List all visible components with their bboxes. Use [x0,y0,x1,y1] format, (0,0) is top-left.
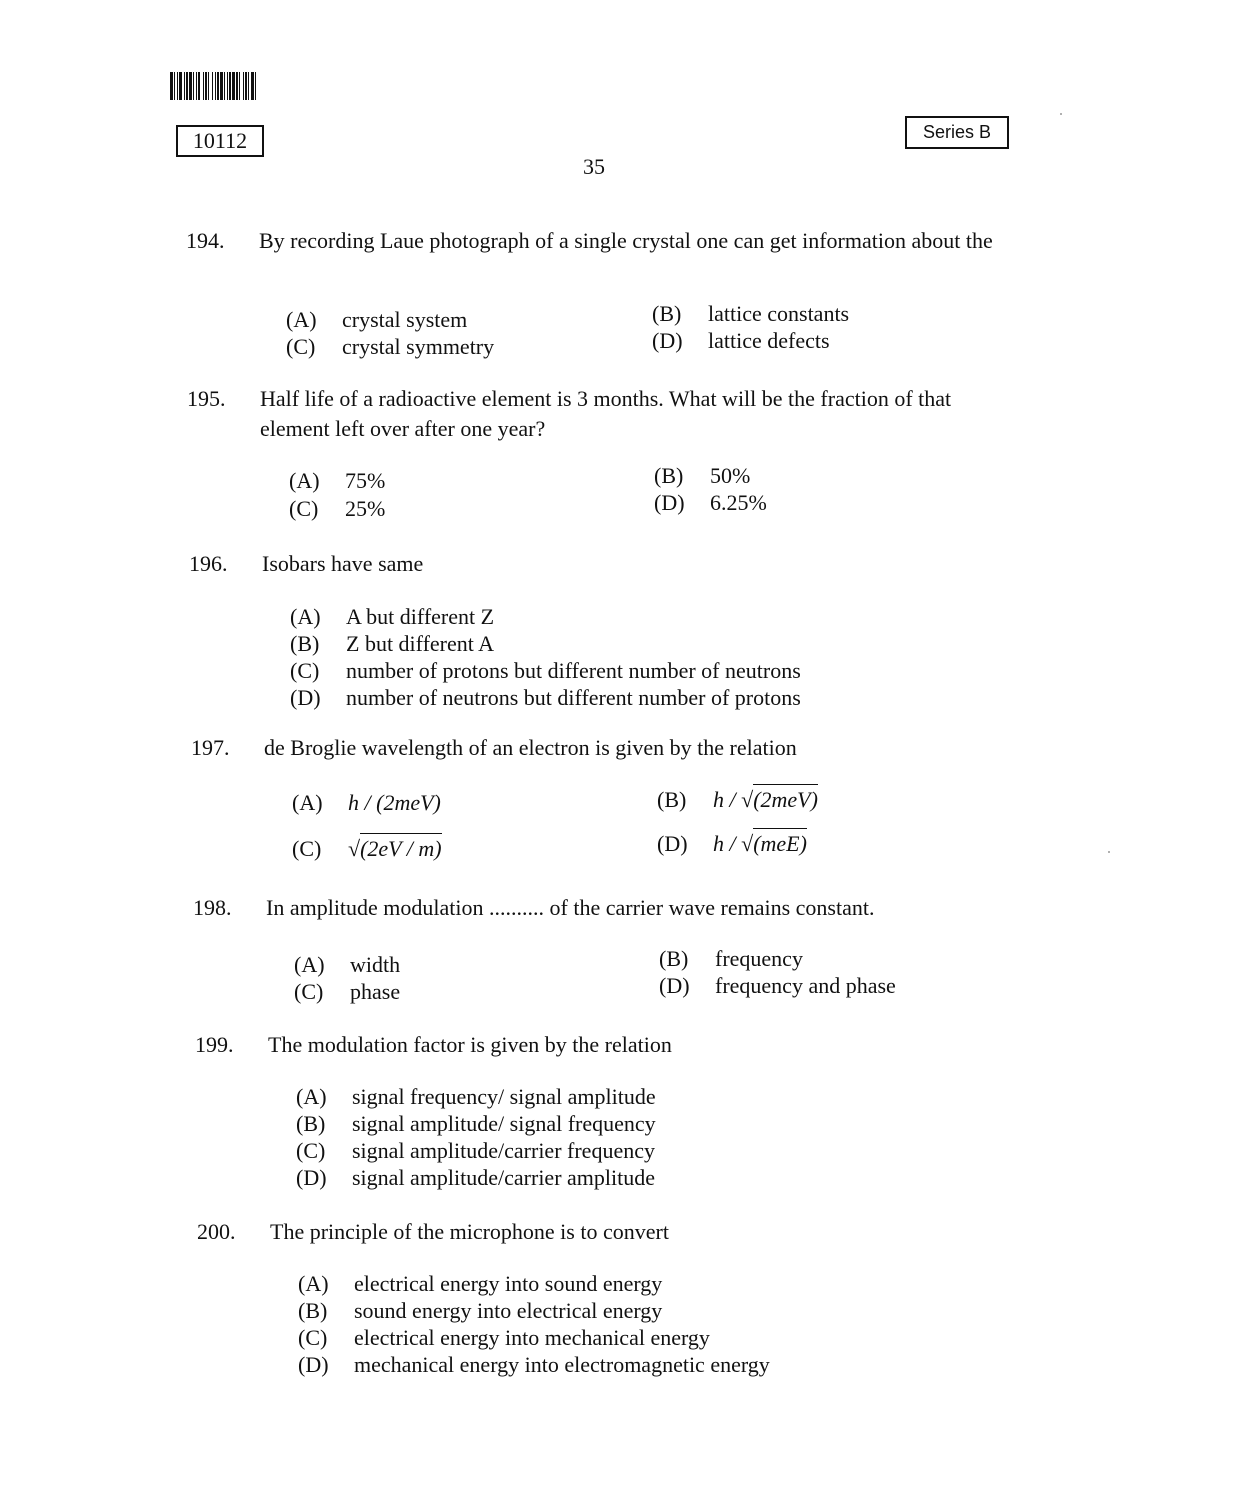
option-c [292,833,442,862]
option-a [296,1083,656,1110]
option-text: width [350,952,401,977]
option-text: electrical energy into mechanical energy [354,1325,710,1350]
option-text: signal frequency/ signal amplitude [352,1084,656,1109]
option-text: signal amplitude/carrier amplitude [352,1165,656,1190]
option-text: A but different Z [346,604,495,629]
option-label: (A) [290,604,321,629]
question-text: de Broglie wavelength of an electron is given by the relation [264,735,797,760]
option-d [659,972,896,999]
option-text: number of protons but different number of neutrons [346,658,801,683]
option-c [286,333,494,360]
option-d [296,1164,655,1191]
option-label: (D) [654,490,685,515]
option-c [290,657,801,684]
option-text: 6.25% [710,490,767,515]
option-b [657,784,818,813]
question-text: By recording Laue photograph of a single crystal one can get information about the [259,228,993,253]
option-text: lattice constants [708,301,850,326]
question-text: The principle of the microphone is to convert [270,1219,669,1244]
option-c [289,495,385,522]
barcode-bar [256,72,258,100]
option-c [298,1324,710,1351]
question-text: The modulation factor is given by the relation [268,1032,672,1057]
option-label: (A) [296,1084,327,1109]
option-d [652,327,830,354]
question-number: 196. [189,551,228,576]
option-label: (B) [652,301,682,326]
formula: h / (2meV) [348,790,441,815]
series-box: Series B [905,116,1009,149]
option-label: (B) [298,1298,328,1323]
option-text: signal amplitude/ signal frequency [352,1111,656,1136]
option-b [652,300,849,327]
question-number: 200. [197,1219,236,1244]
option-text: lattice defects [708,328,830,353]
option-text: Z but different A [346,631,495,656]
option-label: (D) [298,1352,329,1377]
option-text: 25% [345,496,386,521]
option-a [294,951,400,978]
question-text: In amplitude modulation .......... of the carrier wave remains constant. [266,895,875,920]
option-b [654,462,750,489]
option-label: (B) [296,1111,326,1136]
option-a [298,1270,662,1297]
option-d [657,828,807,857]
formula-radicand: (2eV / m) [360,833,441,862]
option-label: (D) [659,973,690,998]
option-b [290,630,494,657]
option-text: frequency and phase [715,973,896,998]
option-a [292,789,441,816]
option-label: (D) [652,328,683,353]
option-label: (D) [290,685,321,710]
formula-prefix: h / [713,787,742,812]
option-label: (C) [298,1325,328,1350]
option-label: (A) [292,790,323,815]
option-label: (C) [292,836,322,861]
option-d [654,489,767,516]
option-label: (A) [298,1271,329,1296]
question-number: 199. [195,1032,234,1057]
option-text: crystal system [342,307,468,332]
option-label: (C) [296,1138,326,1163]
option-a [286,306,467,333]
option-label: (A) [294,952,325,977]
option-label: (C) [294,979,324,1004]
option-text: mechanical energy into electromagnetic energy [354,1352,770,1377]
option-a [290,603,494,630]
question-number: 197. [191,735,230,760]
option-b [659,945,803,972]
scan-speck [1108,851,1110,853]
option-label: (B) [659,946,689,971]
question-number: 194. [186,228,225,253]
option-label: (B) [654,463,684,488]
question-text: Half life of a radioactive element is 3 months. What will be the fraction of that element left over after one year? [260,386,952,441]
option-label: (C) [290,658,320,683]
option-b [296,1110,656,1137]
option-text: 50% [710,463,751,488]
formula-radicand: (2meV) [753,784,818,813]
page-number: 35 [583,154,605,179]
option-label: (C) [286,334,316,359]
option-d [298,1351,770,1378]
option-label: (A) [286,307,317,332]
barcode [170,72,350,100]
formula-prefix: h / [713,831,742,856]
paper-code-box: 10112 [176,125,264,157]
sqrt-symbol: √ [741,831,754,856]
option-text: number of neutrons but different number of protons [346,685,801,710]
question-number: 198. [193,895,232,920]
option-text: signal amplitude/carrier frequency [352,1138,655,1163]
option-text: electrical energy into sound energy [354,1271,663,1296]
sqrt-symbol: √ [348,836,361,861]
formula-radicand: (meE) [753,828,807,857]
option-text: phase [350,979,401,1004]
option-label: (B) [290,631,320,656]
option-label: (A) [289,468,320,493]
option-label: (C) [289,496,319,521]
question-text: Isobars have same [262,551,424,576]
scan-speck [1060,113,1062,115]
question-number: 195. [187,386,226,411]
sqrt-symbol: √ [741,787,754,812]
option-text: frequency [715,946,803,971]
option-d [290,684,801,711]
option-label: (B) [657,787,687,812]
option-a [289,467,385,494]
option-c [294,978,400,1005]
option-label: (D) [657,831,688,856]
option-text: crystal symmetry [342,334,495,359]
option-label: (D) [296,1165,327,1190]
option-text: sound energy into electrical energy [354,1298,663,1323]
option-c [296,1137,655,1164]
option-b [298,1297,662,1324]
option-text: 75% [345,468,386,493]
